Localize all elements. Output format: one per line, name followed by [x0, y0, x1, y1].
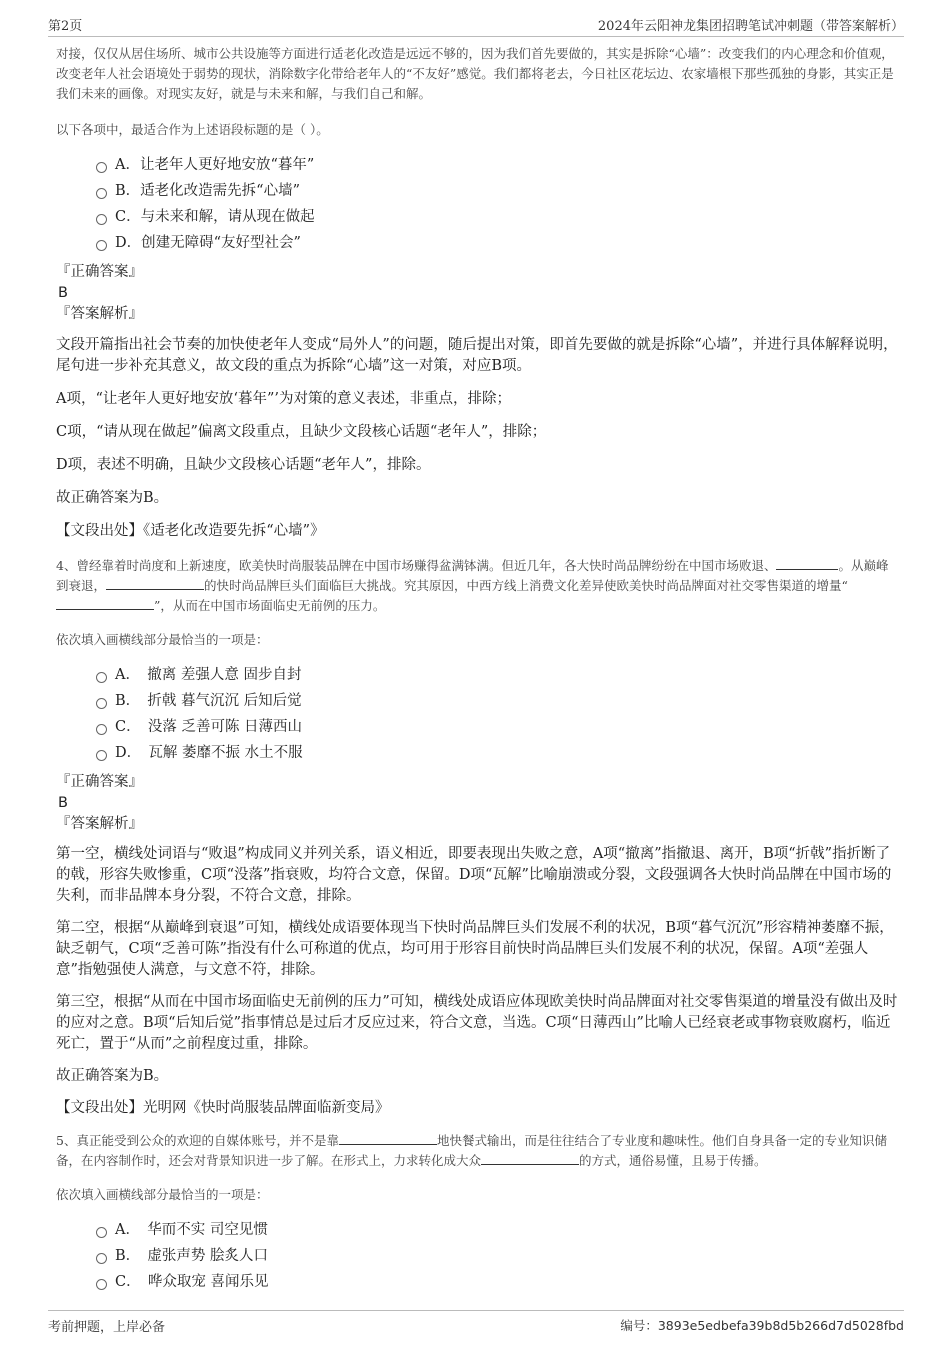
q4-analysis-label: 『答案解析』 [56, 816, 143, 832]
q4-text: ”，从而在中国市场面临史无前例的压力。 [154, 598, 386, 613]
radio-icon[interactable] [96, 1227, 107, 1238]
option-label: C． 没落 乏善可陈 日薄西山 [115, 719, 303, 735]
q3-prompt: 以下各项中，最适合作为上述语段标题的是（ ）。 [56, 122, 329, 137]
q4-option-b[interactable] [96, 688, 900, 714]
page-content [56, 40, 900, 1295]
document-title: 2024年云阳神龙集团招聘笔试冲刺题（带答案解析） [597, 19, 904, 34]
q4-text: 4、曾经靠着时尚度和上新速度，欧美快时尚服装品牌在中国市场赚得盆满钵满。但近几年，各大快时尚品牌纷纷在中国市场败退、 [56, 558, 777, 573]
radio-icon[interactable] [96, 698, 107, 709]
q3-answer: B [58, 285, 68, 301]
option-label: B． 虚张声势 脍炙人口 [115, 1248, 269, 1264]
answer-blank [339, 1132, 437, 1145]
q3-answer-label: 『正确答案』 [56, 264, 143, 280]
q4-analysis-paragraph: 第三空，根据“从而在中国市场面临史无前例的压力”可知，横线处成语应体现欧美快时尚品牌面对社交零售渠道的增量没有做出及时的应对之意。B项“后知后觉”指事情总是过后才反应过来，符合文意，当选。C项“日薄西山”比喻人已经衰老或事物衰败腐朽，临近死亡，置于“从而”之前程度过重，排除。 [56, 994, 898, 1052]
q4-analysis-paragraph: 第一空，横线处词语与“败退”构成同义并列关系，语义相近，即要表现出失败之意，A项“撤离”指撤退、离开，B项“折戟”指折断了的戟，形容失败惨重，C项“没落”指衰败，均符合文意，保留。D项“瓦解”比喻崩溃或分裂，文段强调各大快时尚品牌在中国市场的失利，而非品牌本身分裂，不符合文意，排除。 [56, 846, 892, 904]
radio-icon[interactable] [96, 724, 107, 735]
q5-option-c[interactable] [96, 1269, 900, 1295]
radio-icon[interactable] [96, 214, 107, 225]
q4-answer-label: 『正确答案』 [56, 774, 143, 790]
q4-text: 的快时尚品牌巨头们面临巨大挑战。究其原因，中西方线上消费文化差异使欧美快时尚品牌面对社交零售渠道的增量“ [204, 578, 848, 593]
option-label: C．与未来和解，请从现在做起 [115, 209, 315, 225]
q5-option-b[interactable] [96, 1243, 900, 1269]
radio-icon[interactable] [96, 672, 107, 683]
option-label: B．适老化改造需先拆“心墙” [115, 183, 300, 199]
q3-option-b[interactable] [96, 178, 900, 204]
radio-icon[interactable] [96, 1279, 107, 1290]
q4-analysis-paragraph: 故正确答案为B。 [56, 1068, 169, 1084]
q4-source: 【文段出处】光明网《快时尚服装品牌面临新变局》 [56, 1100, 390, 1116]
page-footer [48, 1310, 904, 1335]
radio-icon[interactable] [96, 240, 107, 251]
page-number: 第2页 [48, 19, 83, 34]
answer-blank [56, 597, 154, 610]
page-header [48, 14, 904, 37]
q4-option-c[interactable] [96, 714, 900, 740]
q4-answer: B [58, 795, 68, 811]
q4-prompt: 依次填入画横线部分最恰当的一项是： [56, 632, 269, 647]
q5-option-a[interactable] [96, 1217, 900, 1243]
q3-analysis-paragraph: C项，“请从现在做起”偏离文段重点，且缺少文段核心话题“老年人”，排除； [56, 424, 547, 440]
q5-stem [56, 1131, 900, 1171]
answer-blank [106, 577, 204, 590]
q3-passage-tail: 对接，仅仅从居住场所、城市公共设施等方面进行适老化改造是远远不够的，因为我们首先要做的，其实是拆除“心墙”：改变我们的内心理念和价值观，改变老年人社会语境处于弱势的现状，消除数字化带给老年人的“不友好”感觉。我们都将老去，今日社区花坛边、农家墙根下那些孤独的身影，其实正是我们未来的画像。对现实友好，就是与未来和解，与我们自己和解。 [56, 46, 894, 101]
footer-slogan: 考前押题，上岸必备 [48, 1320, 166, 1335]
option-label: A．让老年人更好地安放“暮年” [115, 157, 315, 173]
q3-analysis-paragraph: D项，表述不明确，且缺少文段核心话题“老年人”，排除。 [56, 457, 431, 473]
option-label: D． 瓦解 萎靡不振 水土不服 [115, 745, 303, 761]
radio-icon[interactable] [96, 188, 107, 199]
q5-text: 5、真正能受到公众的欢迎的自媒体账号，并不是靠 [56, 1133, 339, 1148]
q3-option-d[interactable] [96, 230, 900, 256]
q4-option-d[interactable] [96, 740, 900, 766]
q3-option-c[interactable] [96, 204, 900, 230]
radio-icon[interactable] [96, 162, 107, 173]
radio-icon[interactable] [96, 750, 107, 761]
option-label: B． 折戟 暮气沉沉 后知后觉 [115, 693, 302, 709]
option-label: A． 华而不实 司空见惯 [115, 1222, 268, 1238]
q3-analysis-paragraph: 文段开篇指出社会节奏的加快使老年人变成“局外人”的问题，随后提出对策，即首先要做的就是拆除“心墙”，并进行具体解释说明，尾句进一步补充其意义，故文段的重点为拆除“心墙”这一对策，对应B项。 [56, 337, 898, 374]
q4-text: 。从巅峰到衰退， [56, 558, 889, 593]
q3-options [96, 152, 900, 256]
q3-option-a[interactable] [96, 152, 900, 178]
document-id: 编号：3893e5edbefa39b8d5b266d7d5028fbd [620, 1318, 904, 1333]
q5-text: 地快餐式输出，而是往往结合了专业度和趣味性。他们自身具备一定的专业知识储备，在内容制作时，还会对背景知识进一步了解。在形式上，力求转化成大众 [56, 1133, 887, 1168]
q4-options [96, 662, 900, 766]
q5-prompt: 依次填入画横线部分最恰当的一项是： [56, 1187, 269, 1202]
q3-analysis-paragraph: A项，“让老年人更好地安放‘暮年”’为对策的意义表述，非重点，排除； [56, 391, 512, 407]
q3-source: 【文段出处】《适老化改造要先拆“心墙”》 [56, 523, 325, 539]
option-label: D．创建无障碍“友好型社会” [115, 235, 301, 251]
q4-analysis-paragraph: 第二空，根据“从巅峰到衰退”可知，横线处成语要体现当下快时尚品牌巨头们发展不利的状况，B项“暮气沉沉”形容精神萎靡不振，缺乏朝气，C项“乏善可陈”指没有什么可称道的优点，均可用于形容目前快时尚品牌巨头们发展不利的状况，保留。A项“差强人意”指勉强使人满意，与文意不符，排除。 [56, 920, 894, 978]
q5-options [96, 1217, 900, 1295]
q4-option-a[interactable] [96, 662, 900, 688]
answer-blank [481, 1152, 579, 1165]
radio-icon[interactable] [96, 1253, 107, 1264]
answer-blank [776, 557, 838, 570]
q3-analysis-label: 『答案解析』 [56, 306, 143, 322]
q3-analysis-paragraph: 故正确答案为B。 [56, 490, 169, 506]
q5-text: 的方式，通俗易懂，且易于传播。 [579, 1153, 767, 1168]
q4-stem [56, 556, 900, 616]
option-label: A． 撤离 差强人意 固步自封 [115, 667, 302, 683]
option-label: C． 哗众取宠 喜闻乐见 [115, 1274, 269, 1290]
